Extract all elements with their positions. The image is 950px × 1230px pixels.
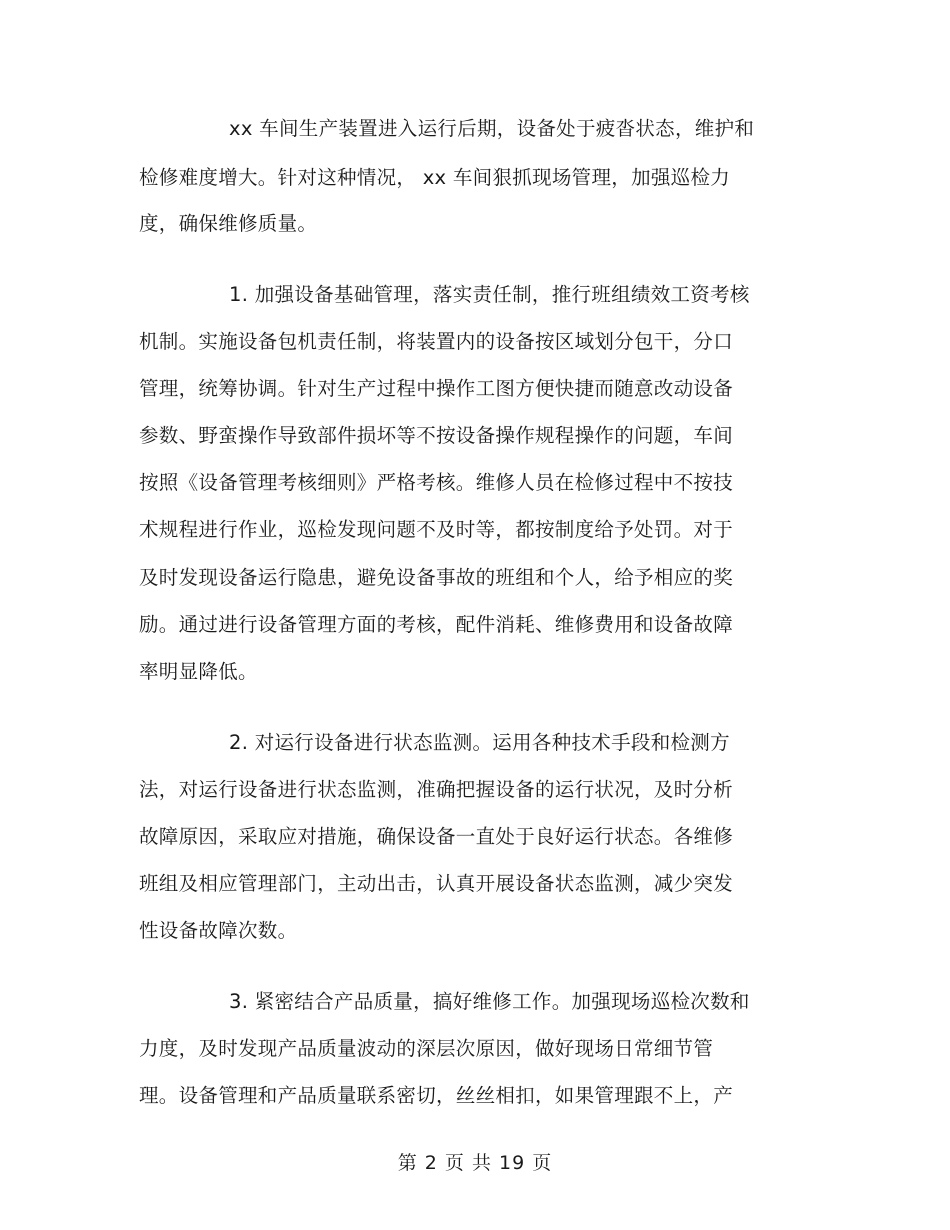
paragraph-2-line-4: 班组及相应管理部门，主动出击，认真开展设备状态监测，减少突发 — [139, 872, 734, 895]
paragraph-2-line-2: 法，对运行设备进行状态监测，准确把握设备的运行状况，及时分析 — [139, 778, 734, 801]
paragraph-2-line-1: 2. 对运行设备进行状态监测。运用各种技术手段和检测方 — [229, 731, 730, 754]
paragraph-2-line-5: 性设备故障次数。 — [139, 919, 298, 942]
paragraph-1-line-3: 管理，统筹协调。针对生产过程中操作工图方便快捷而随意改动设备 — [139, 377, 734, 400]
paragraph-intro-line-2: 检修难度增大。针对这种情况， xx 车间狠抓现场管理，加强巡检力 — [139, 166, 731, 189]
paragraph-intro-line-1: xx 车间生产装置进入运行后期，设备处于疲沓状态，维护和 — [229, 117, 755, 140]
paragraph-2-line-3: 故障原因，采取应对措施，确保设备一直处于良好运行状态。各维修 — [139, 825, 734, 848]
paragraph-1-line-2: 机制。实施设备包机责任制，将装置内的设备按区域划分包干，分口 — [139, 330, 734, 353]
paragraph-1-line-8: 励。通过进行设备管理方面的考核，配件消耗、维修费用和设备故障 — [139, 613, 734, 636]
paragraph-1-line-1: 1. 加强设备基础管理，落实责任制，推行班组绩效工资考核 — [229, 283, 750, 306]
paragraph-1-line-7: 及时发现设备运行隐患，避免设备事故的班组和个人，给予相应的奖 — [139, 566, 734, 589]
paragraph-1-line-9: 率明显降低。 — [139, 660, 258, 683]
paragraph-1-line-4: 参数、野蛮操作导致部件损坏等不按设备操作规程操作的问题，车间 — [139, 424, 734, 447]
paragraph-3-line-2: 力度，及时发现产品质量波动的深层次原因，做好现场日常细节管 — [139, 1037, 714, 1060]
page-number-footer: 第 2 页 共 19 页 — [397, 1152, 553, 1174]
paragraph-intro-line-3: 度，确保维修质量。 — [139, 212, 318, 235]
paragraph-1-line-6: 术规程进行作业，巡检发现问题不及时等，都按制度给予处罚。对于 — [139, 518, 734, 541]
paragraph-3-line-3: 理。设备管理和产品质量联系密切，丝丝相扣，如果管理跟不上，产 — [139, 1084, 734, 1107]
paragraph-3-line-1: 3. 紧密结合产品质量，搞好维修工作。加强现场巡检次数和 — [229, 990, 750, 1013]
paragraph-1-line-5: 按照《设备管理考核细则》严格考核。维修人员在检修过程中不按技 — [139, 471, 734, 494]
